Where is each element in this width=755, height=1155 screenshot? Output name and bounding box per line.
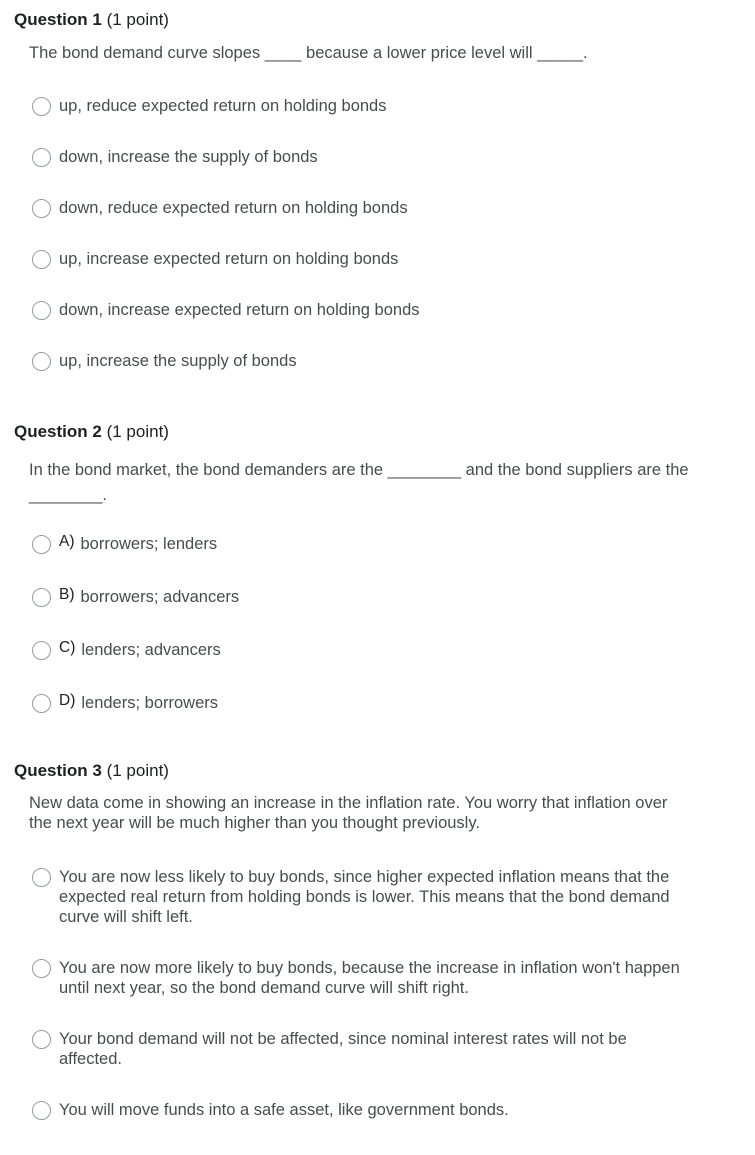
question-label: Question 1 <box>14 10 102 29</box>
option-label: up, reduce expected return on holding bonds <box>59 97 387 115</box>
option-label: down, reduce expected return on holding bonds <box>59 199 408 217</box>
option-letter: D) <box>59 692 76 709</box>
radio-button[interactable] <box>32 352 51 371</box>
q1-option-1[interactable] <box>32 96 387 116</box>
question-points: (1 point) <box>106 422 169 441</box>
question-3-text: New data come in showing an increase in the inflation rate. You worry that inflation over the next year will be much higher than you thought previously. <box>29 794 668 832</box>
q1-option-5[interactable] <box>32 300 420 320</box>
question-2-title <box>14 422 169 442</box>
radio-button[interactable] <box>32 1030 51 1049</box>
option-label: lenders; advancers <box>81 641 221 659</box>
question-1-text: The bond demand curve slopes ____ because a lower price level will _____. <box>29 44 588 62</box>
radio-button[interactable] <box>32 250 51 269</box>
q2-option-a[interactable] <box>32 534 217 555</box>
question-label: Question 2 <box>14 422 102 441</box>
option-label: up, increase expected return on holding bonds <box>59 250 399 268</box>
radio-button[interactable] <box>32 199 51 218</box>
radio-button[interactable] <box>32 301 51 320</box>
radio-button[interactable] <box>32 97 51 116</box>
q2-option-b[interactable] <box>32 587 239 608</box>
radio-button[interactable] <box>32 1101 51 1120</box>
question-2-text: In the bond market, the bond demanders are the ________ and the bond suppliers are the ________. <box>29 461 689 504</box>
option-letter: C) <box>59 639 76 656</box>
question-points: (1 point) <box>106 10 169 29</box>
option-label: up, increase the supply of bonds <box>59 352 297 370</box>
option-letter: B) <box>59 586 75 603</box>
question-points: (1 point) <box>106 761 169 780</box>
option-letter: A) <box>59 533 75 550</box>
radio-button[interactable] <box>32 868 51 887</box>
q1-option-3[interactable] <box>32 198 408 218</box>
option-label: Your bond demand will not be affected, since nominal interest rates will not be affected. <box>59 1030 627 1068</box>
option-label: borrowers; lenders <box>80 535 218 553</box>
option-label: You will move funds into a safe asset, like government bonds. <box>59 1101 509 1119</box>
q3-option-1[interactable] <box>32 867 682 927</box>
option-label: borrowers; advancers <box>80 588 240 606</box>
q1-option-2[interactable] <box>32 147 318 167</box>
q3-option-2[interactable] <box>32 958 682 998</box>
option-label: down, increase the supply of bonds <box>59 148 318 166</box>
radio-button[interactable] <box>32 694 51 713</box>
option-label: lenders; borrowers <box>81 694 218 712</box>
question-1-title <box>14 10 169 30</box>
q1-option-6[interactable] <box>32 351 297 371</box>
q2-option-c[interactable] <box>32 640 221 661</box>
option-label: You are now less likely to buy bonds, since higher expected inflation means that the expected real return from holding bonds is lower. This means that the bond demand curve will shift left. <box>59 868 670 926</box>
question-label: Question 3 <box>14 761 102 780</box>
q1-option-4[interactable] <box>32 249 398 269</box>
q3-option-3[interactable] <box>32 1029 682 1069</box>
radio-button[interactable] <box>32 588 51 607</box>
radio-button[interactable] <box>32 535 51 554</box>
q3-option-4[interactable] <box>32 1100 682 1120</box>
radio-button[interactable] <box>32 959 51 978</box>
radio-button[interactable] <box>32 641 51 660</box>
option-label: down, increase expected return on holding bonds <box>59 301 420 319</box>
question-3-title <box>14 761 169 781</box>
radio-button[interactable] <box>32 148 51 167</box>
q2-option-d[interactable] <box>32 693 218 714</box>
option-label: You are now more likely to buy bonds, because the increase in inflation won't happen until next year, so the bond demand curve will shift right. <box>59 959 680 997</box>
